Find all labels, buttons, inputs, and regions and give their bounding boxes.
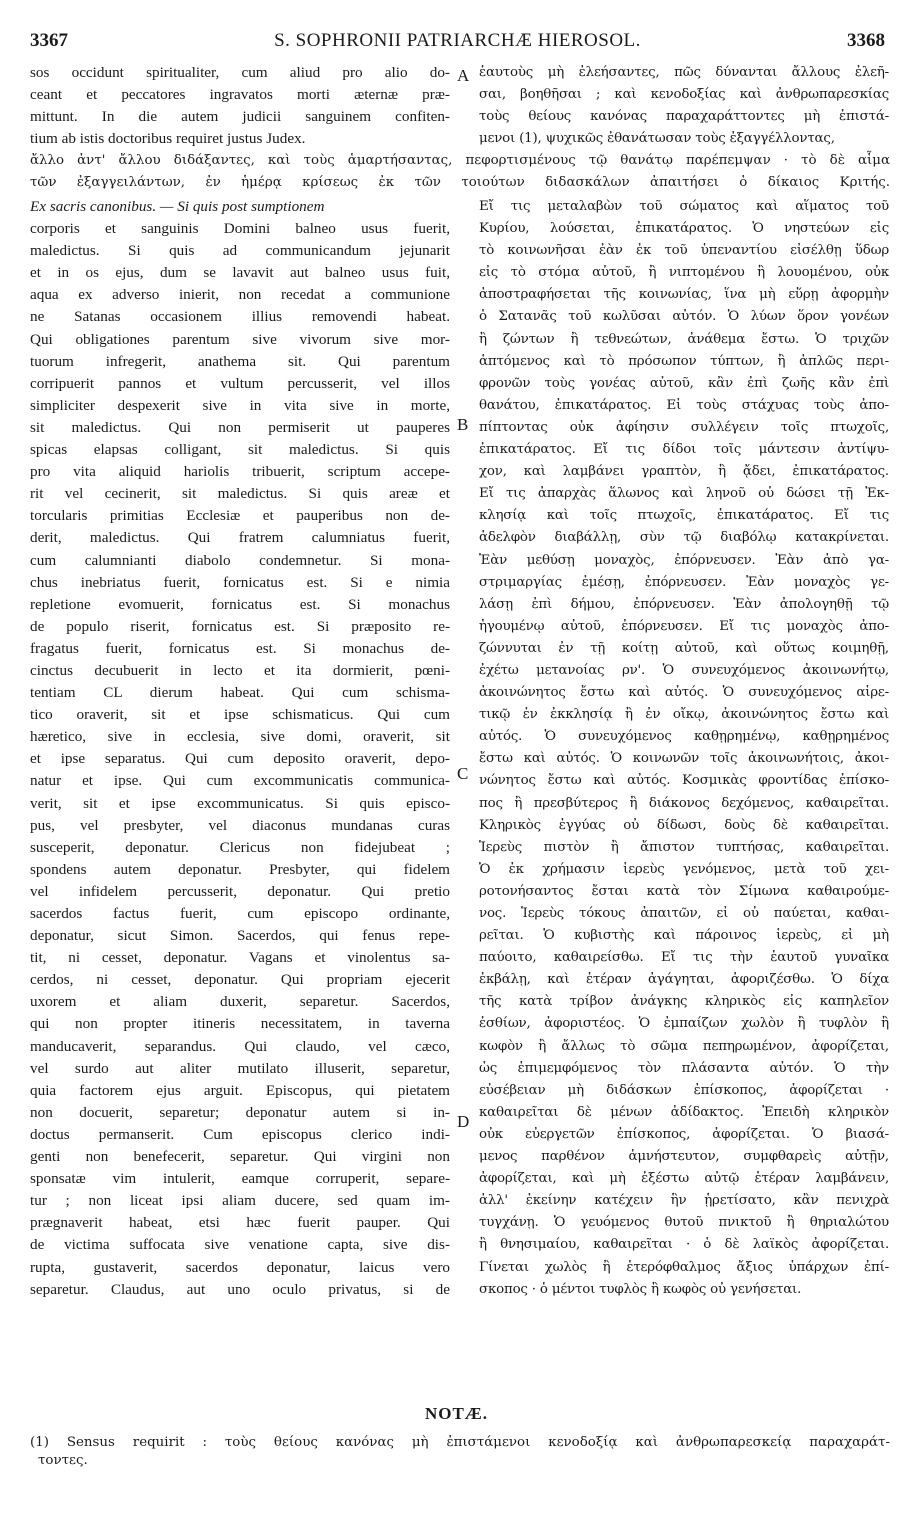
text-line: de populo riserit, fornicatus est. Si præposito re- <box>30 617 450 635</box>
footnote <box>30 1434 890 1470</box>
text-line: Κληρικὸς ἐγγύας οὐ δίδωσι, δοὺς δὲ καθαιρεῖται. <box>479 817 889 833</box>
text-line: ἀποστραφήσεται τῆς κοινωνίας, ἵνα μὴ εὕρῃ ἀφορμὴν <box>479 287 889 303</box>
text-line: πίπτοντας οὐκ ἀφίησιν συλλέγειν τοῖς πτωχοῖς, <box>479 419 889 435</box>
text-line: doctus permanserit. Cum episcopus clerico indi- <box>30 1125 450 1143</box>
text-line: τικῷ ἐν ἐκκλησίᾳ ἢ ἐν οἴκῳ, ἀκοινώνητος ἔστω καὶ <box>479 707 889 723</box>
text-line: cerdos, ni cesset, deponatur. Qui propriam ejecerit <box>30 971 450 989</box>
text-line: θανάτου, ἐπικατάρατος. Εἰ τοὺς στάχυας τοὺς ἀπο- <box>479 397 889 413</box>
text-line: chus inebriatus fuerit, fornicatus est. Si e nimia <box>30 573 450 591</box>
text-line: Γίνεται χωλὸς ἢ ἑτερόφθαλμος ἄξιος ὑπάρχων ἐπί- <box>479 1259 889 1275</box>
text-line: σκοπος · ὁ μέντοι τυφλὸς ἢ κωφὸς οὐ γενήσεται. <box>479 1281 802 1297</box>
text-line: derit, maledictus. Qui fratrem calumniatus fuerit, <box>30 529 450 547</box>
text-line: ἀλλ' ἐκείνην κατέχειν ἣν ᾑρετίσατο, κἂν πενιχρὰ <box>479 1193 889 1209</box>
latin-column-top <box>30 62 450 150</box>
section-marker-c: C <box>457 764 469 783</box>
text-line: sit maledictus. Qui non permiserit ut pauperes <box>30 418 450 436</box>
text-line: ἐκβάλῃ, καὶ ἑτέραν ἀγάγηται, ἀφοριζέσθω. Ὁ δίχα <box>479 972 889 988</box>
text-line: Κυρίου, λούσεται, ἐπικατάρατος. Ὁ νηστεύων εἰς <box>479 221 889 237</box>
text-line: ἀφορίζεται, καὶ μὴ ἐξέστω αὐτῷ ἑτέραν λαμβάνειν, <box>479 1171 889 1187</box>
text-line: vel surdo aut aliter mutilato illuserit, separetur, <box>30 1059 450 1077</box>
text-line: deponatur, sicut Simon. Sacerdos, qui fenus repe- <box>30 927 450 945</box>
text-line: μενος παρθένον ἀμνήστευτον, συμφθαρεὶς αὐτῇν, <box>479 1149 889 1165</box>
text-line: ἐσθίων, ἀφοριστέος. Ὁ ἐμπαίζων χωλὸν ἢ τυφλὸν ἢ <box>479 1016 889 1032</box>
text-line: ἁπτόμενος καὶ τὸ πρόσωπον τύπτων, ἢ ἁπλῶς περι- <box>479 353 889 369</box>
text-line: simpliciter despexerit sive in vita sive in morte, <box>30 396 450 414</box>
text-line: εἰς τὸ στόμα αὐτοῦ, ἢ νιπτομένου ἢ λουομένου, οὐκ <box>479 265 889 281</box>
text-line: κωφὸν ἢ ἄλλως τὸ σῶμα πεπηρωμένον, ἀφορίζεται, <box>479 1038 889 1054</box>
text-line: natur et ipse. Qui cum excommunicatis communica- <box>30 772 450 790</box>
text-line: τὸ κοινωνῆσαι ἐὰν ἐκ τοῦ ὑπεναντίου εἰσέλθῃ ὕδωρ <box>479 243 889 259</box>
text-line: tium ab istis doctoribus requiret justus Judex. <box>30 130 306 148</box>
text-line: verit, sit et ipse excommunicatus. Si quis episco- <box>30 794 450 812</box>
text-line: ἐπικατάρατος. Εἴ τις δίδοι τοῖς μάντεσιν ἀντίψυ- <box>479 442 889 458</box>
footnote-line: (1) Sensus requirit : τοὺς θείους κανόνας μὴ ἐπιστάμενοι κενοδοξίᾳ καὶ ἀνθρωπαρεσκείᾳ παραχαράτ- <box>30 1435 890 1450</box>
greek-column-top <box>479 62 889 150</box>
text-line: sponsatæ vim intulerit, eamque corruperit, separe- <box>30 1170 450 1188</box>
text-line: αὐτός. Ὁ συνευχόμενος καθῃρημένῳ, καθῃρημένος <box>479 729 889 745</box>
text-line: tit, ni cesset, deponatur. Vagans et vinolentus sa- <box>30 949 450 967</box>
text-line: cum calumnianti diabolo condemnetur. Si mona- <box>30 551 450 569</box>
text-line: tur ; non liceat ipsi aliam ducere, sed quam im- <box>30 1192 450 1210</box>
text-line: ροτονήσαντος ἔσται κατὰ τὸν Σίμωνα καθαιρούμε- <box>479 883 889 899</box>
text-line: οὐκ εὐεργετῶν ἐπίσκοπος, ἀφορίζεται. Ὁ βιασά- <box>479 1126 889 1142</box>
text-line: τυγχάνῃ. Ὁ γευόμενος θυτοῦ πνικτοῦ ἢ θηριαλώτου <box>479 1215 889 1231</box>
text-line: torcularis primitias Ecclesiæ et pauperibus non de- <box>30 507 450 525</box>
text-line: quia factorem ejus arguit. Episcopus, qui pietatem <box>30 1081 450 1099</box>
text-line: separetur. Claudus, aut uno oculo privatus, si de <box>30 1280 450 1298</box>
text-line: ἀκοινώνητος ἔστω καὶ αὐτός. Ὁ συνευχόμενος αἱρε- <box>479 685 889 701</box>
text-line: sacerdos factus fuerit, cum episcopo ordinante, <box>30 905 450 922</box>
text-line: tuorum infregerit, anathema sit. Qui parentum <box>30 352 450 370</box>
text-line: non docuerit, separetur; deponatur autem si in- <box>30 1103 450 1121</box>
text-line: χον, καὶ λαμβάνει γραπτὸν, ἢ ᾄδει, ἐπικατάρατος. <box>479 464 889 480</box>
text-line: Ἱερεὺς πιστὸν ἢ ἄπιστον τυπτήσας, καθαιρεῖται. <box>479 839 889 855</box>
text-line: Qui obligationes parentum sive vivorum sive mor- <box>30 330 450 348</box>
text-line: maledictus. Si quis ad communicandum jejunarit <box>30 242 450 260</box>
text-line: ἐχέτω μετανοίας ρν'. Ὁ συνευχόμενος ἀκοινωνήτῳ, <box>479 662 889 678</box>
text-line: spondens autem deponatur. Presbyter, qui fidelem <box>30 860 450 878</box>
text-line: pus, vel presbyter, vel diaconus mundanas curas <box>30 816 450 834</box>
notes-heading: NOTÆ. <box>424 1404 489 1423</box>
text-line: ὡς ἐπιμεμφόμενος τὸν πλάσαντα αὐτόν. Ὁ τὴν <box>479 1060 889 1076</box>
text-line: ἀδελφὸν διαβάλλῃ, σὺν τῷ διαβόλῳ κατακρίνεται. <box>479 530 889 546</box>
text-line: λάσῃ ἐπὶ δήμου, ἐπόρνευσεν. Ἐὰν ἀπολογηθῇ τῷ <box>479 596 889 612</box>
text-line: tico oraverit, sit et ipse schismaticus. Qui cum <box>30 706 450 724</box>
page-number-left: 3367 <box>30 30 68 51</box>
text-line: pro vita aliquid hariolis tribuerit, scriptum accepe- <box>30 463 450 481</box>
text-line: repletione evomuerit, fornicatus est. Si monachus <box>30 595 450 613</box>
text-line: Εἴ τις ἀπαρχὰς ἅλωνος καὶ ληνοῦ οὐ δώσει τῇ Ἐκ- <box>479 486 889 502</box>
text-line: et in os ejus, dum se lavavit aut balneo usus fuit, <box>30 264 450 282</box>
text-line: ἄλλο ἀντ' ἄλλου διδάξαντες, καὶ τοὺς ἁμαρτήσαντας, πεφορτισμένους τῷ θανάτῳ παρέπεμψαν · τὸ δὲ αἷμα <box>30 153 890 168</box>
text-line: μενοι (1), ψυχικῶς ἐθανάτωσαν τοὺς ἐξαγγέλλοντας, <box>479 131 835 147</box>
greek-column <box>479 196 889 1301</box>
text-line: rit vel cecinerit, sit maledictus. Si quis areæ et <box>30 485 450 503</box>
text-line: τῶν ἐξαγγειλάντων, ἐν ἡμέρᾳ κρίσεως ἐκ τῶν τοιούτων διδασκάλων ἀπαιτήσει ὁ δίκαιος Κριτής. <box>30 175 890 191</box>
text-line: τῆς κατὰ τρίβον ἀνάγκης κληρικὸς εἰς καπηλεῖον <box>479 994 889 1010</box>
section-marker-d: D <box>457 1112 470 1131</box>
text-line: ἢ ζώντων ἢ τεθνεώτων, ἀνάθεμα ἔστω. Ὁ τριχῶν <box>479 331 889 347</box>
text-line: genti non benefecerit, separetur. Qui virgini non <box>30 1148 450 1166</box>
text-line: susceperit, deponatur. Clericus non fidejubeat ; <box>30 838 450 856</box>
section-marker-b: B <box>457 415 469 434</box>
running-title: S. SOPHRONII PATRIARCHÆ HIEROSOL. <box>274 30 641 51</box>
text-line: Ex sacris canonibus. — Si quis post sumptionem <box>30 198 325 215</box>
text-line: vel infidelem percusserit, deponatur. Qui pretio <box>30 882 450 900</box>
full-width-greek <box>30 150 890 194</box>
text-line: ceant et peccatores ingravatos morti æternæ præ- <box>30 86 450 104</box>
text-line: spicas elapsas colligant, sit maledictus. Si quis <box>30 441 450 459</box>
text-line: prægnaverit habeat, etsi hæc fuerit pauper. Qui <box>30 1214 450 1232</box>
text-line: sos occidunt spiritualiter, cum aliud pro alio do- <box>30 64 450 81</box>
text-line: Εἴ τις μεταλαβὼν τοῦ σώματος καὶ αἵματος τοῦ <box>479 199 889 214</box>
text-line: et ipse separatus. Qui cum deposito oraverit, depo- <box>30 750 450 768</box>
text-line: ζώννυται ἐν τῇ κοίτῃ αὐτοῦ, καὶ οὕτως κοιμηθῇ, <box>479 640 889 656</box>
text-line: ρεῖται. Ὁ κυβιστὴς καὶ πάροινος ἱερεὺς, εἰ μὴ <box>479 928 889 944</box>
text-line: de victima suffocata sive venatione capta, sive dis- <box>30 1236 450 1254</box>
text-line: ne Satanas occasionem illius removendi habeat. <box>30 308 450 326</box>
text-line: νώνητος ἔστω καὶ αὐτός. Κοσμικὰς φροντίδας ἐπίσκο- <box>479 773 889 789</box>
text-line: manducaverit, separandus. Qui claudo, vel cæco, <box>30 1037 450 1055</box>
text-line: φρονῶν τοὺς γονέας αὐτοῦ, κἂν ἐπὶ ζωῆς κἂν ἐπὶ <box>479 375 889 391</box>
text-line: rupta, gustaverit, sacerdos deponatur, laicus vero <box>30 1258 450 1276</box>
text-line: corripuerit pannos et vultum percusserit, vel illos <box>30 374 450 392</box>
text-line: στριμαργίας ἐμέσῃ, ἐπόρνευσεν. Ἐὰν μοναχὸς γε- <box>479 574 889 590</box>
running-header <box>30 30 885 58</box>
text-line: ὁ Σατανᾶς τοῦ κωλῦσαι αὐτόν. Ὁ λύων ὅρον γονέων <box>479 309 889 325</box>
text-line: πος ἢ πρεσβύτερος ἢ διάκονος δεχόμενος, καθαιρεῖται. <box>479 795 889 811</box>
text-line: mittunt. In die autem judicii sanguinem confiten- <box>30 108 450 126</box>
text-line: νος. Ἱερεὺς τόκους ἀπαιτῶν, εἰ οὐ παύεται, καθαι- <box>479 906 889 921</box>
text-line: ἢ θνησιμαίου, καθαιρεῖται · ὁ δὲ λαϊκὸς ἀφορίζεται. <box>479 1237 889 1253</box>
text-line: τοὺς θείους κανόνας παραχαράττοντες μὴ ἐπιστά- <box>479 109 889 125</box>
text-line: Ἐὰν μεθύσῃ μοναχὸς, ἐπόρνευσεν. Ἐὰν ἀπὸ γα- <box>479 552 889 568</box>
text-line: σαι, βοηθῆσαι ; καὶ κενοδοξίας καὶ ἀνθρωπαρεσκίας <box>479 87 889 103</box>
text-line: παύοιτο, καθαιρείσθω. Εἴ τις τὴν ἑαυτοῦ γυναῖκα <box>479 950 889 966</box>
text-line: uxorem et aliam duxerit, separetur. Sacerdos, <box>30 993 450 1011</box>
page-number-right: 3368 <box>847 30 885 51</box>
text-line: ἡγουμένῳ αὐτοῦ, ἐπόρνευσεν. Εἴ τις μοναχὸς ἀπο- <box>479 618 889 634</box>
text-line: hæretico, sive in ecclesia, sive domi, oraverit, sit <box>30 728 450 746</box>
text-line: Ὁ ἐκ χρήμασιν ἱερεὺς γενόμενος, μετὰ τοῦ χει- <box>479 861 889 877</box>
text-line: aqua ex adverso inierit, non recedat a communione <box>30 286 450 304</box>
text-line: καθαιρεῖται δὲ μένων ἀδίδακτος. Ἐπειδὴ κληρικὸν <box>479 1104 889 1120</box>
text-line: εὐσέβειαν μὴ διδάσκων ἐπίσκοπος, ἀφορίζεται · <box>479 1082 889 1098</box>
text-line: corporis et sanguinis Domini balneo usus fuerit, <box>30 220 450 238</box>
footnote-line: τοντες. <box>38 1453 88 1468</box>
text-line: tentiam CL dierum habeat. Qui cum schisma- <box>30 684 450 702</box>
text-line: κλησίᾳ καὶ τοῖς πτωχοῖς, ἐπικατάρατος. Εἴ τις <box>479 508 889 524</box>
latin-column <box>30 196 450 1301</box>
text-line: cinctus decubuerit in lecto et ita dormierit, pœni- <box>30 661 450 679</box>
text-line: fragatus fuerit, fornicatus est. Si monachus de- <box>30 639 450 657</box>
text-line: ἑαυτοὺς μὴ ἐλεήσαντες, πῶς δύνανται ἄλλους ἐλεῆ- <box>479 65 889 80</box>
text-line: ἔστω καὶ αὐτός. Ὁ κοινωνῶν τοῖς ἀκοινωνήτοις, ἀκοι- <box>479 751 889 767</box>
text-line: qui non propter itineris necessitatem, in taverna <box>30 1015 450 1033</box>
section-marker-a: A <box>457 66 470 85</box>
